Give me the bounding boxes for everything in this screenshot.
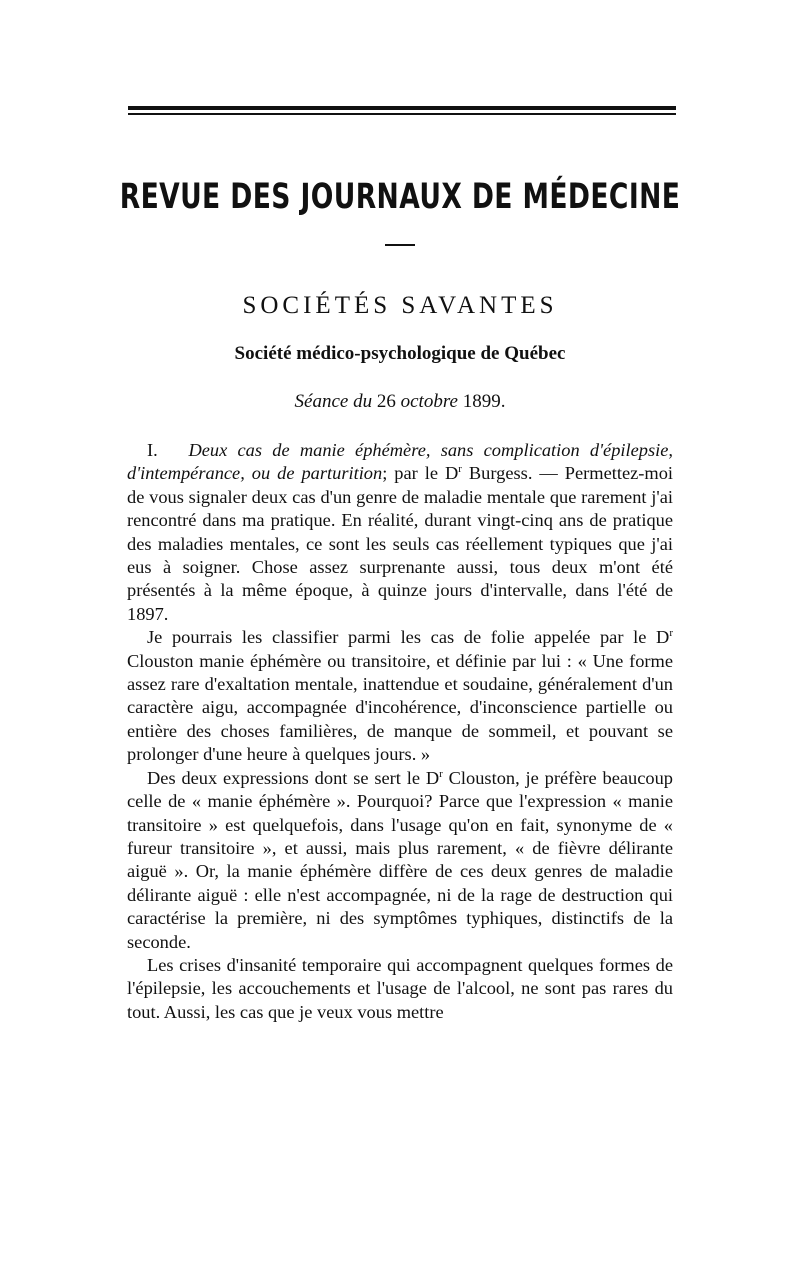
paragraph-3 <box>127 767 673 954</box>
paragraph-3-text-b: Clouston, je préfère beaucoup celle de « manie éphémère ». Pourquoi? Parce que l'expression « manie transitoire » est quelquefois, dans l'usage qu'on en fait, synonyme de « fureur transitoire », et aussi, mais plus rarement, « de fièvre délirante aiguë ». Or, la manie éphémère diffère de ces deux genres de maladie délirante aiguë : elle n'est accompagnée, ni de la rage de destruction qui caractérise la première, ni des symptômes typhiques, distinctifs de la seconde. <box>127 767 673 952</box>
paragraph-1-text: Permettez-moi de vous signaler deux cas d'un genre de maladie mentale que rarement j'ai rencontré dans ma pratique. En réalité, durant vingt-cinq ans de pratique des maladies mentales, ce sont les seuls cas réellement typiques que j'ai eus à soigner. Chose assez surprenante aussi, tous deux m'ont été présentés à la même époque, à quinze jours d'intervalle, dans l'été de 1897. <box>127 463 674 624</box>
society-heading: Société médico-psychologique de Québec <box>234 343 566 364</box>
paragraph-4: Les crises d'insanité temporaire qui accompagnent quelques formes de l'épilepsie, les accouchements et l'usage de l'alcool, ne sont pas rares du tout. Aussi, les cas que je veux vous mettre <box>127 954 673 1022</box>
page-title: REVUE DES JOURNAUX DE MÉDECINE <box>119 177 681 217</box>
author-title-sup: r <box>458 463 462 476</box>
top-rule-thin <box>128 113 676 115</box>
paragraph-2-text-b: Clouston manie éphémère ou transitoire, et définie par lui : « Une forme assez rare d'exaltation mentale, inattendue et soudaine, généralement d'un caractère aigu, accompagnée d'incohérence, d'inconscience partielle ou entière des choses familières, de manque de sommeil, et pouvant se prolonger d'une heure à quelques jours. » <box>127 650 673 765</box>
session-label: Séance du <box>294 391 373 412</box>
session-month: octobre <box>400 391 458 412</box>
paragraph-2-text-a: Je pourrais les classifier parmi les cas de folie appelée par le D <box>147 627 670 648</box>
article-body <box>127 439 673 1024</box>
paragraph-3-text-a: Des deux expressions dont se sert le D <box>147 767 440 788</box>
article-number: I. <box>147 440 158 460</box>
author-prefix: ; par le D <box>382 463 459 484</box>
article-title: Deux cas de manie éphémère, sans complication d'épilepsie, d'intempérance, ou de parturition <box>127 440 673 484</box>
paragraph-2-sup: r <box>669 627 673 640</box>
paragraph-2 <box>127 626 673 766</box>
top-rule-thick <box>128 106 676 110</box>
title-separator <box>385 244 415 246</box>
session-line <box>0 392 800 411</box>
paragraph-1 <box>127 439 673 626</box>
session-day: 26 <box>376 391 396 412</box>
paragraph-3-sup: r <box>439 767 443 780</box>
author-name: Burgess. — <box>461 463 558 484</box>
session-year: 1899. <box>462 391 506 412</box>
section-title: SOCIÉTÉS SAVANTES <box>242 292 558 319</box>
